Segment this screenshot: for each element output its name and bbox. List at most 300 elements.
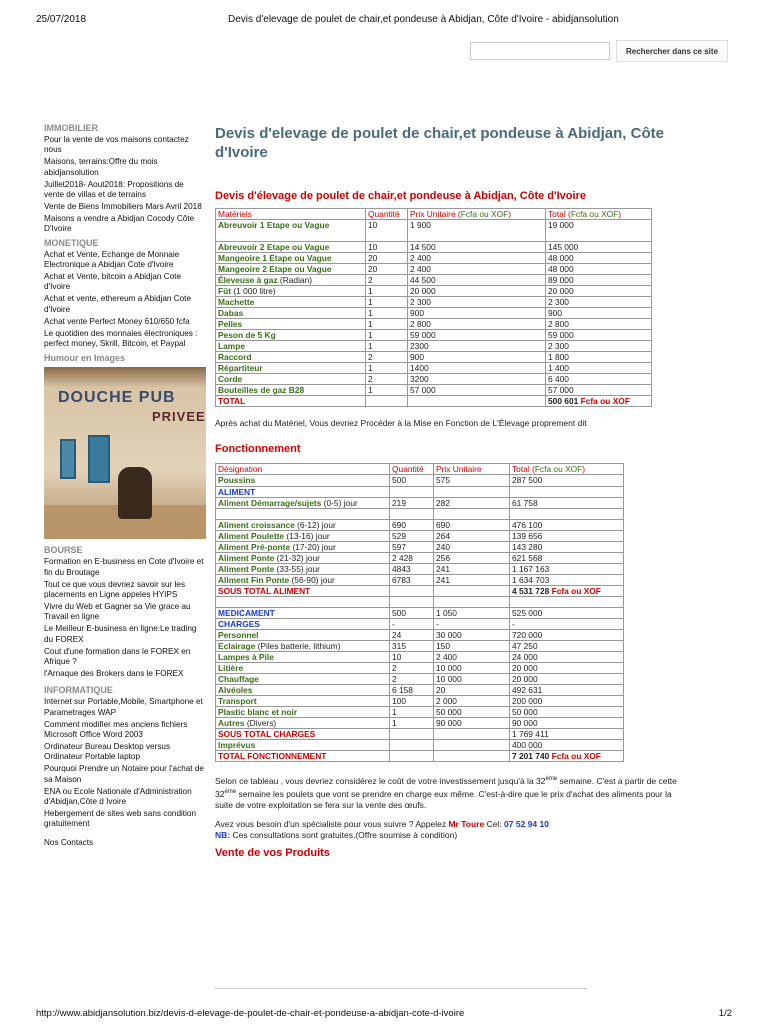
table-row bbox=[216, 674, 624, 685]
material-label: Fût bbox=[218, 286, 232, 296]
designation-label: Imprévus bbox=[218, 740, 256, 750]
designation bbox=[216, 487, 390, 498]
table-row bbox=[216, 487, 624, 498]
material-price: 2 400 bbox=[408, 253, 546, 264]
op-price: 256 bbox=[434, 553, 510, 564]
sidebar-link[interactable]: Juillet2018- Aout2018: Propositions de vente de villas et de terrains bbox=[44, 179, 184, 200]
op-qty bbox=[390, 487, 434, 498]
designation-label: Alvéoles bbox=[218, 685, 253, 695]
contact-name: Mr Toure bbox=[448, 818, 485, 829]
material-price: 44 500 bbox=[408, 275, 546, 286]
material-qty: 10 bbox=[366, 220, 408, 242]
operations-table bbox=[215, 463, 624, 762]
op-total-value: 7 201 740 bbox=[512, 751, 550, 761]
sidebar-link[interactable]: Cout d'une formation dans le FOREX en Afrique ? bbox=[44, 646, 191, 666]
table-row bbox=[216, 597, 624, 608]
op-total bbox=[510, 509, 624, 520]
material-qty: 2 bbox=[366, 352, 408, 363]
sidebar-link[interactable]: Vente de Biens Immobiliers Mars Avril 2018 bbox=[44, 201, 202, 211]
op-qty bbox=[390, 597, 434, 608]
designation-label: CHARGES bbox=[218, 619, 260, 629]
sidebar-section-title: IMMOBILIER bbox=[44, 123, 98, 133]
op-qty: 315 bbox=[390, 641, 434, 652]
table-row bbox=[216, 696, 624, 707]
col-header: Quantité bbox=[366, 209, 408, 220]
designation-label: Eclairage bbox=[218, 641, 256, 651]
designation bbox=[216, 652, 390, 663]
op-total-value: 90 000 bbox=[512, 718, 538, 728]
designation-label: Aliment Pré-ponte bbox=[218, 542, 291, 552]
designation bbox=[216, 509, 390, 520]
material-qty: 1 bbox=[366, 308, 408, 319]
material-total: 89 000 bbox=[546, 275, 652, 286]
print-date: 25/07/2018 bbox=[36, 14, 87, 25]
designation-label: Autres bbox=[218, 718, 245, 728]
sidebar-link[interactable]: Le Meilleur E-business en ligne:Le trading du FOREX bbox=[44, 624, 197, 644]
material-name bbox=[216, 242, 366, 253]
designation bbox=[216, 608, 390, 619]
op-price: 10 000 bbox=[434, 674, 510, 685]
material-price: 900 bbox=[408, 308, 546, 319]
designation bbox=[216, 729, 390, 740]
designation bbox=[216, 564, 390, 575]
material-label: Mangeoire 2 Etape ou Vague bbox=[218, 264, 332, 274]
op-total bbox=[510, 740, 624, 751]
designation bbox=[216, 498, 390, 509]
sidebar-link[interactable]: Achat vente Perfect Money 610/650 fcfa bbox=[44, 316, 190, 326]
op-total bbox=[510, 575, 624, 586]
table-row bbox=[216, 652, 624, 663]
op-qty bbox=[390, 509, 434, 520]
table-row bbox=[216, 564, 624, 575]
table-row bbox=[216, 630, 624, 641]
material-total: 1 400 bbox=[546, 363, 652, 374]
table-row bbox=[216, 608, 624, 619]
op-total bbox=[510, 663, 624, 674]
op-total-value: 61 758 bbox=[512, 498, 538, 508]
op-total-value: 20 000 bbox=[512, 674, 538, 684]
material-note: (1 000 litre) bbox=[231, 286, 276, 296]
designation bbox=[216, 740, 390, 751]
sidebar-link[interactable]: ENA ou Ecole Nationale d'Administration d'Abidjan,Côte d Ivoire bbox=[44, 786, 192, 806]
humour-photo[interactable] bbox=[44, 367, 206, 539]
sidebar-link[interactable]: Pourquoi Prendre un Notaire pour l'achat de sa Maison bbox=[44, 764, 204, 784]
op-total-value: 400 000 bbox=[512, 740, 543, 750]
op-total bbox=[510, 498, 624, 509]
op-total bbox=[510, 751, 624, 762]
op-total bbox=[510, 696, 624, 707]
designation-label: Aliment Démarrage/sujets bbox=[218, 498, 322, 508]
sidebar-link[interactable]: Formation en E-business en Cote d'Ivoire et fin du Broutage bbox=[44, 557, 204, 577]
op-qty bbox=[390, 586, 434, 597]
photo-door bbox=[88, 435, 110, 483]
material-label: Abreuvoir 2 Etape ou Vague bbox=[218, 242, 330, 252]
table-row bbox=[216, 220, 652, 242]
table-row bbox=[216, 740, 624, 751]
search-input[interactable] bbox=[470, 42, 610, 60]
material-label: Éleveuse à gaz bbox=[218, 275, 278, 285]
op-price: 150 bbox=[434, 641, 510, 652]
col-header: Prix Unitaire (Fcfa ou XOF) bbox=[408, 209, 546, 220]
designation bbox=[216, 674, 390, 685]
material-name bbox=[216, 264, 366, 275]
op-total-value: 1 634 703 bbox=[512, 575, 550, 585]
op-qty: 1 bbox=[390, 707, 434, 718]
op-qty: 10 bbox=[390, 652, 434, 663]
op-price: 90 000 bbox=[434, 718, 510, 729]
print-header bbox=[36, 14, 732, 28]
op-total-value: 50 000 bbox=[512, 707, 538, 717]
op-price: 241 bbox=[434, 564, 510, 575]
op-total-value: 139 656 bbox=[512, 531, 543, 541]
table-header-row bbox=[216, 464, 624, 475]
col-header: Quantité bbox=[390, 464, 434, 475]
op-price: 690 bbox=[434, 520, 510, 531]
op-qty: 2 bbox=[390, 663, 434, 674]
col-header: Désignation bbox=[216, 464, 390, 475]
designation bbox=[216, 597, 390, 608]
material-price: 14 500 bbox=[408, 242, 546, 253]
op-price bbox=[434, 487, 510, 498]
op-price bbox=[434, 597, 510, 608]
designation-note: (Divers) bbox=[244, 718, 277, 728]
op-qty: 500 bbox=[390, 475, 434, 487]
material-total: 2 800 bbox=[546, 319, 652, 330]
table-row bbox=[216, 553, 624, 564]
sidebar-link[interactable]: Achat et vente, ethereum a Abidjan Cote d'Ivoire bbox=[44, 294, 192, 314]
after-materials-text: Après achat du Matériel, Vous devriez Procéder à la Mise en Fonction de L'Élevage proprement dit bbox=[215, 418, 587, 428]
designation-note: (21-32) jour bbox=[274, 553, 320, 563]
materials-table bbox=[215, 208, 652, 407]
op-total bbox=[510, 630, 624, 641]
sidebar-link[interactable]: Achat et Vente, bitcoin a Abidjan Cote d'Ivoire bbox=[44, 271, 182, 292]
op-price: 1 050 bbox=[434, 608, 510, 619]
op-total bbox=[510, 553, 624, 564]
table-row bbox=[216, 509, 624, 520]
material-total: 48 000 bbox=[546, 264, 652, 275]
op-qty: 500 bbox=[390, 608, 434, 619]
total-label: TOTAL bbox=[216, 396, 366, 407]
designation-note: (33-55) jour bbox=[274, 564, 320, 574]
sidebar-link[interactable]: Le quotidien des monnaies électroniques : perfect money, Skrill, Bitcoin, et Paypal bbox=[44, 328, 198, 348]
designation-label: SOUS TOTAL ALIMENT bbox=[218, 586, 311, 596]
table-row bbox=[216, 275, 652, 286]
material-qty: 20 bbox=[366, 264, 408, 275]
material-price: 59 000 bbox=[408, 330, 546, 341]
op-price: 575 bbox=[434, 475, 510, 487]
material-total: 20 000 bbox=[546, 286, 652, 297]
material-label: Pelles bbox=[218, 319, 243, 329]
designation bbox=[216, 663, 390, 674]
op-price bbox=[434, 586, 510, 597]
total-value: 500 601 Fcfa ou XOF bbox=[546, 396, 652, 407]
sidebar-link[interactable]: Maisons a vendre a Abidjan Cocody Côte D'Ivoire bbox=[44, 213, 195, 234]
table-row bbox=[216, 586, 624, 597]
op-total-value: 200 000 bbox=[512, 696, 543, 706]
designation-label: Transport bbox=[218, 696, 257, 706]
material-name bbox=[216, 286, 366, 297]
op-price: 2 000 bbox=[434, 696, 510, 707]
op-total-value: 47 250 bbox=[512, 641, 538, 651]
material-name bbox=[216, 297, 366, 308]
material-qty: 1 bbox=[366, 330, 408, 341]
sidebar-section-title: INFORMATIQUE bbox=[44, 685, 113, 696]
table-row bbox=[216, 319, 652, 330]
material-price: 20 000 bbox=[408, 286, 546, 297]
designation-label: Aliment Ponte bbox=[218, 564, 275, 574]
op-total-unit: Fcfa ou XOF bbox=[551, 751, 601, 761]
material-label: Mangeoire 1 Etape ou Vague bbox=[218, 253, 332, 263]
material-label: Raccord bbox=[218, 352, 252, 362]
material-label: Abreuvoir 1 Etape ou Vague bbox=[218, 220, 330, 230]
material-name bbox=[216, 363, 366, 374]
material-label: Dabas bbox=[218, 308, 244, 318]
designation bbox=[216, 696, 390, 707]
material-total: 145 000 bbox=[546, 242, 652, 253]
designation bbox=[216, 641, 390, 652]
table-row bbox=[216, 308, 652, 319]
material-price: 1400 bbox=[408, 363, 546, 374]
contact-phone[interactable]: 07 52 94 10 bbox=[504, 818, 549, 829]
op-total bbox=[510, 597, 624, 608]
material-note: (Radian) bbox=[277, 275, 313, 285]
table-row bbox=[216, 330, 652, 341]
op-total-value: 1 769 411 bbox=[512, 729, 549, 739]
table-row bbox=[216, 707, 624, 718]
total-row bbox=[216, 396, 652, 407]
op-total bbox=[510, 487, 624, 498]
op-qty: 2 428 bbox=[390, 553, 434, 564]
designation bbox=[216, 542, 390, 553]
op-total bbox=[510, 674, 624, 685]
page-url: http://www.abidjansolution.biz/devis-d-elevage-de-poulet-de-chair-et-pondeuse-a-abidjan-cote-d-ivoire bbox=[36, 1008, 465, 1019]
op-total-value: 492 631 bbox=[512, 685, 543, 695]
designation bbox=[216, 475, 390, 487]
article-subtitle: Devis d'élevage de poulet de chair,et pondeuse à Abidjan, Côte d'Ivoire bbox=[215, 190, 586, 202]
page-title: Devis d'elevage de poulet de chair,et pondeuse à Abidjan, Côte d'Ivoire bbox=[215, 125, 664, 161]
table-row bbox=[216, 253, 652, 264]
material-price: 2300 bbox=[408, 341, 546, 352]
table-row bbox=[216, 663, 624, 674]
material-qty: 20 bbox=[366, 253, 408, 264]
designation-label: MEDICAMENT bbox=[218, 608, 275, 618]
investment-paragraph: Selon ce tableau , vous devriez considérez le coût de votre investissement jusqu'à la 32ème semaine. C'est a partir de cette 32ème semaine les poulets que vont se prendre en charge eux même. C'est-à-dire que le prix d'achat des aliments pour la suite de votre exploitation se fera sur la vente des œufs. bbox=[215, 775, 677, 810]
material-name bbox=[216, 352, 366, 363]
material-name bbox=[216, 385, 366, 396]
designation bbox=[216, 520, 390, 531]
designation-label: ALIMENT bbox=[218, 487, 256, 497]
op-price: 50 000 bbox=[434, 707, 510, 718]
material-price: 2 800 bbox=[408, 319, 546, 330]
sidebar bbox=[44, 120, 206, 850]
op-qty: 529 bbox=[390, 531, 434, 542]
table-row bbox=[216, 374, 652, 385]
material-total: 2 300 bbox=[546, 297, 652, 308]
op-qty: 100 bbox=[390, 696, 434, 707]
op-total-value: 24 000 bbox=[512, 652, 538, 662]
op-qty bbox=[390, 751, 434, 762]
op-price: 30 000 bbox=[434, 630, 510, 641]
sidebar-link[interactable]: l'Arnaque des Brokers dans le FOREX bbox=[44, 668, 184, 678]
material-qty: 1 bbox=[366, 363, 408, 374]
material-label: Corde bbox=[218, 374, 243, 384]
designation bbox=[216, 707, 390, 718]
op-total-value: 143 280 bbox=[512, 542, 543, 552]
op-total bbox=[510, 641, 624, 652]
designation bbox=[216, 751, 390, 762]
table-row bbox=[216, 498, 624, 509]
op-price: 241 bbox=[434, 575, 510, 586]
material-qty: 10 bbox=[366, 242, 408, 253]
op-qty: 219 bbox=[390, 498, 434, 509]
table-row bbox=[216, 341, 652, 352]
sidebar-link[interactable]: Comment modifier mes anciens fichiers Microsoft Office Word 2003 bbox=[44, 719, 188, 739]
table-row bbox=[216, 751, 624, 762]
photo-door bbox=[60, 439, 76, 479]
op-total bbox=[510, 520, 624, 531]
op-total bbox=[510, 586, 624, 597]
table-row bbox=[216, 718, 624, 729]
op-total bbox=[510, 531, 624, 542]
op-price: 264 bbox=[434, 531, 510, 542]
sidebar-link[interactable]: Ordinateur Bureau Desktop versus Ordinateur Portable laptop bbox=[44, 741, 171, 762]
designation-label: Personnel bbox=[218, 630, 259, 640]
op-qty: 1 bbox=[390, 718, 434, 729]
table-row bbox=[216, 242, 652, 253]
sidebar-link[interactable]: Maisons, terrains:Offre du mois abidjansolution bbox=[44, 157, 158, 177]
table-row bbox=[216, 685, 624, 696]
op-total bbox=[510, 619, 624, 630]
sidebar-link[interactable]: Pour la vente de vos maisons contactez nous bbox=[44, 135, 189, 155]
op-price: 240 bbox=[434, 542, 510, 553]
op-total-value: - bbox=[512, 619, 515, 629]
material-label: Bouteilles de gaz B28 bbox=[218, 385, 305, 395]
sidebar-link[interactable]: Vivre du Web et Gagner sa Vie grace au Travail en ligne bbox=[44, 601, 191, 622]
sidebar-link[interactable]: Tout ce que vous devriez savoir sur les placements en Ligne appeles HYIPS bbox=[44, 579, 186, 600]
op-total bbox=[510, 652, 624, 663]
section-title-vente: Vente de vos Produits bbox=[215, 846, 330, 859]
op-price bbox=[434, 509, 510, 520]
material-qty: 1 bbox=[366, 286, 408, 297]
photo-person bbox=[118, 467, 152, 519]
op-total bbox=[510, 707, 624, 718]
col-header: Prix Unitaire bbox=[434, 464, 510, 475]
op-price bbox=[434, 751, 510, 762]
designation bbox=[216, 531, 390, 542]
col-header: Total (Fcfa ou XOF) bbox=[546, 209, 652, 220]
designation-label: Chauffage bbox=[218, 674, 259, 684]
designation-note: (17-20) jour bbox=[290, 542, 336, 552]
designation bbox=[216, 619, 390, 630]
designation-note: (Piles batterie, lithium) bbox=[255, 641, 341, 651]
material-name bbox=[216, 275, 366, 286]
table-row bbox=[216, 575, 624, 586]
nb-paragraph: NB: Ces consultations sont gratuites.(Offre soumise à condition) bbox=[215, 829, 458, 840]
material-name bbox=[216, 330, 366, 341]
op-total-value: 525 000 bbox=[512, 608, 543, 618]
material-price: 2 400 bbox=[408, 264, 546, 275]
op-qty: 4843 bbox=[390, 564, 434, 575]
table-row bbox=[216, 619, 624, 630]
designation bbox=[216, 630, 390, 641]
table-row bbox=[216, 352, 652, 363]
photo-sign-text-2: PRIVEE bbox=[152, 409, 206, 425]
op-total bbox=[510, 729, 624, 740]
sidebar-link[interactable]: Achat et Vente, Echange de Monnaie Electronique a Abidjan Cote d'Ivoire bbox=[44, 249, 180, 270]
op-price: 2 400 bbox=[434, 652, 510, 663]
designation-label: Aliment Poulette bbox=[218, 531, 285, 541]
print-title: Devis d'elevage de poulet de chair,et pondeuse à Abidjan, Côte d'Ivoire - abidjansolution bbox=[228, 14, 619, 25]
designation-note: (6-12) jour bbox=[294, 520, 336, 530]
op-total-value: 1 167 163 bbox=[512, 564, 550, 574]
material-total: 2 300 bbox=[546, 341, 652, 352]
table-row bbox=[216, 475, 624, 487]
table-row bbox=[216, 531, 624, 542]
search-button[interactable]: Rechercher dans ce site bbox=[616, 40, 728, 62]
op-price: 20 bbox=[434, 685, 510, 696]
op-total-value: 476 100 bbox=[512, 520, 543, 530]
material-qty: 1 bbox=[366, 341, 408, 352]
sidebar-section-title: BOURSE bbox=[44, 545, 83, 556]
material-qty: 2 bbox=[366, 275, 408, 286]
table-row bbox=[216, 641, 624, 652]
col-header: Matériels bbox=[216, 209, 366, 220]
footer-divider bbox=[215, 988, 587, 989]
col-header: Total (Fcfa ou XOF) bbox=[510, 464, 624, 475]
designation bbox=[216, 553, 390, 564]
main-content bbox=[215, 124, 685, 859]
contacts-link[interactable]: Nos Contacts bbox=[44, 837, 94, 847]
page-number: 1/2 bbox=[718, 1008, 732, 1019]
op-qty: 690 bbox=[390, 520, 434, 531]
op-total-value: 287 500 bbox=[512, 475, 543, 485]
op-price: 10 000 bbox=[434, 663, 510, 674]
op-total-value: 621 568 bbox=[512, 553, 543, 563]
material-name bbox=[216, 253, 366, 264]
sidebar-section-title: MONETIQUE bbox=[44, 237, 99, 248]
designation-label: Aliment Fin Ponte bbox=[218, 575, 290, 585]
op-qty: - bbox=[390, 619, 434, 630]
op-total bbox=[510, 542, 624, 553]
table-row bbox=[216, 385, 652, 396]
table-row bbox=[216, 520, 624, 531]
material-label: Répartiteur bbox=[218, 363, 263, 373]
designation-label: Aliment Ponte bbox=[218, 553, 275, 563]
material-name bbox=[216, 341, 366, 352]
designation bbox=[216, 575, 390, 586]
table-row bbox=[216, 286, 652, 297]
designation-label: SOUS TOTAL CHARGES bbox=[218, 729, 316, 739]
material-price: 900 bbox=[408, 352, 546, 363]
material-total: 48 000 bbox=[546, 253, 652, 264]
op-total-unit: Fcfa ou XOF bbox=[551, 586, 601, 596]
material-label: Peson de 5 Kg bbox=[218, 330, 276, 340]
sidebar-link[interactable]: Hebergement de sites web sans condition gratuitement bbox=[44, 808, 197, 829]
material-name bbox=[216, 220, 366, 242]
material-total: 6 400 bbox=[546, 374, 652, 385]
op-qty: 6783 bbox=[390, 575, 434, 586]
material-name bbox=[216, 374, 366, 385]
sidebar-link[interactable]: Internet sur Portable,Mobile, Smartphone et Parametrages WAP bbox=[44, 697, 203, 717]
op-qty: 597 bbox=[390, 542, 434, 553]
op-price bbox=[434, 740, 510, 751]
specialist-paragraph: Avez vous besoin d'un spécialiste pour vous suivre ? Appelez Mr Toure Cel: 07 52 94 10 bbox=[215, 818, 549, 829]
op-price: - bbox=[434, 619, 510, 630]
designation bbox=[216, 718, 390, 729]
op-qty bbox=[390, 729, 434, 740]
material-qty: 2 bbox=[366, 374, 408, 385]
material-total: 19 000 bbox=[546, 220, 652, 242]
